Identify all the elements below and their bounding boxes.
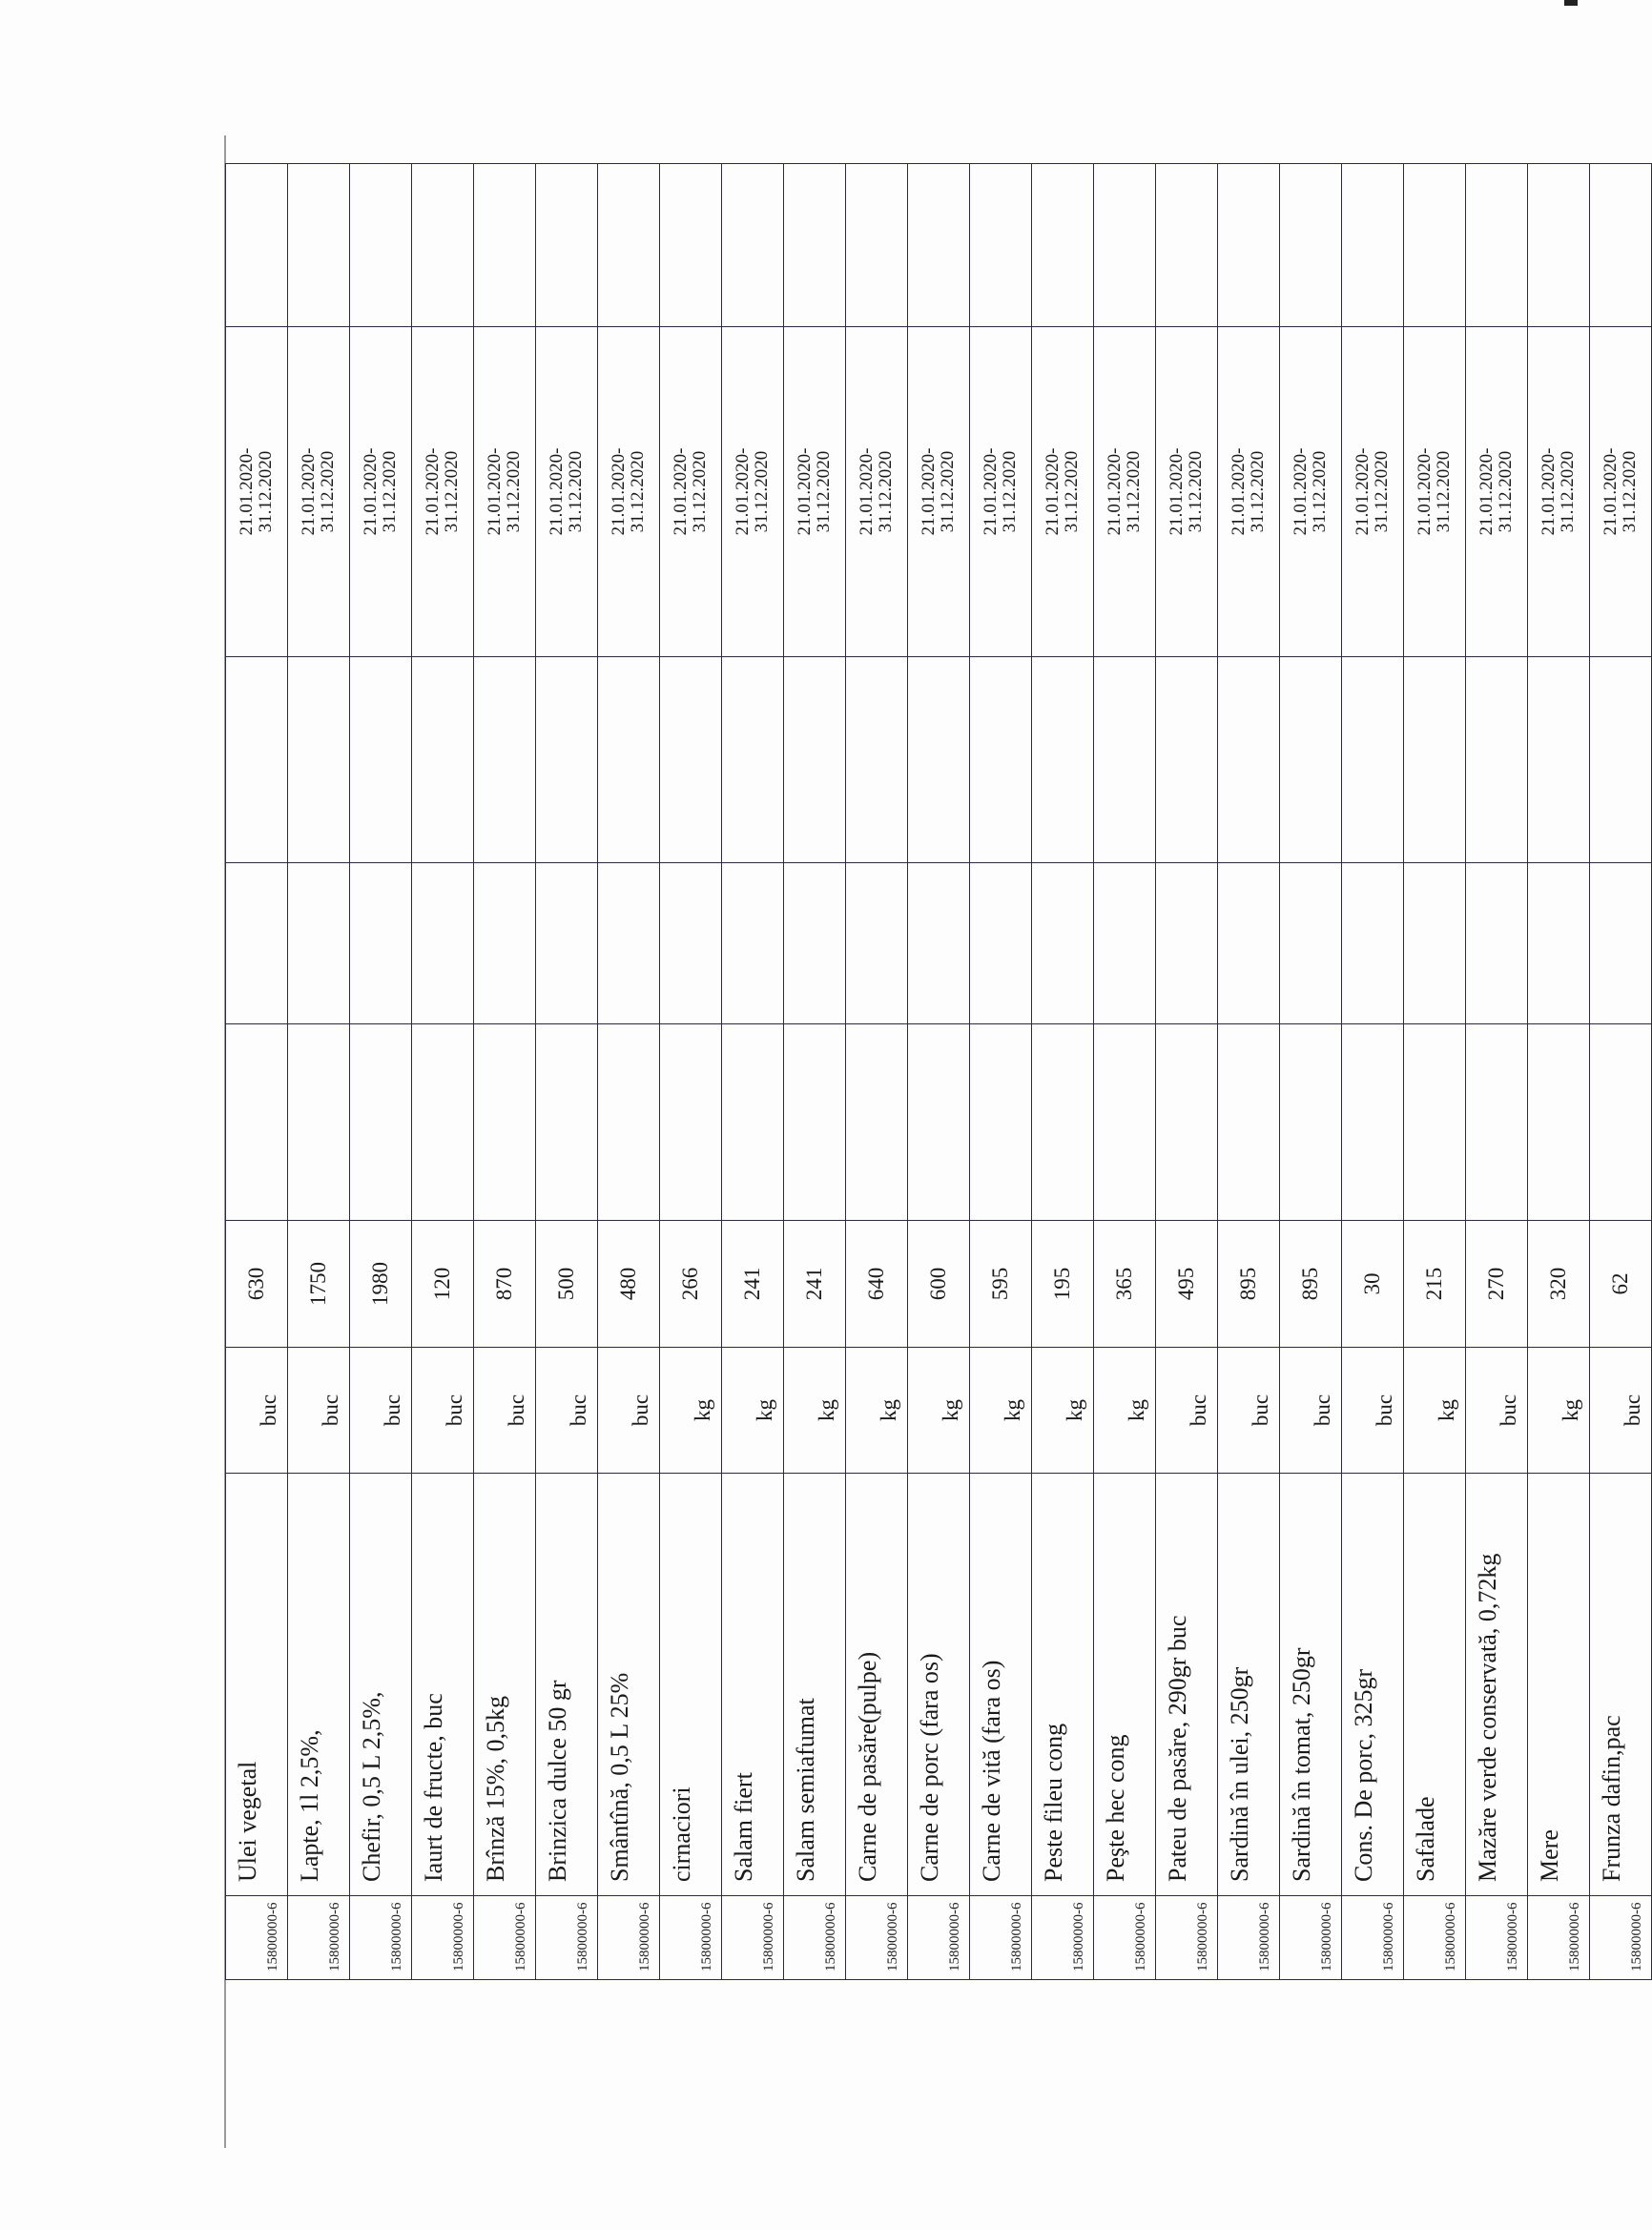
empty-cell (288, 164, 350, 327)
quantity-cell: 640 (846, 1221, 908, 1348)
period-end: 31.12.2020 (256, 450, 276, 533)
product-name-cell: Cons. De porc, 325gr (1342, 1474, 1404, 1896)
unit-cell: buc (350, 1348, 412, 1474)
unit-cell: kg (1404, 1348, 1466, 1474)
empty-cell (846, 1024, 908, 1221)
empty-cell (970, 657, 1032, 863)
unit-cell: kg (908, 1348, 970, 1474)
empty-cell (1466, 1024, 1528, 1221)
unit-cell: buc (1156, 1348, 1218, 1474)
product-name-cell: Chefir, 0,5 L 2,5%, (350, 1474, 412, 1896)
table-row (1590, 164, 1652, 1980)
product-name-cell: Carne de pasăre(pulpe) (846, 1474, 908, 1896)
cpv-code-cell: 15800000-6 (226, 1896, 288, 1980)
empty-cell (226, 164, 288, 327)
empty-cell (784, 1024, 846, 1221)
empty-cell (722, 657, 784, 863)
period-cell (598, 327, 660, 657)
empty-cell (1528, 1024, 1590, 1221)
empty-cell (1032, 1024, 1094, 1221)
empty-cell (908, 657, 970, 863)
cpv-code-cell: 15800000-6 (722, 1896, 784, 1980)
product-name-cell: Brînză 15%, 0,5kg (474, 1474, 536, 1896)
unit-cell: kg (846, 1348, 908, 1474)
period-start: 21.01.2020- (1043, 447, 1063, 536)
product-name-cell: Iaurt de fructe, buc (412, 1474, 474, 1896)
period-cell (1032, 327, 1094, 657)
empty-cell (660, 863, 722, 1024)
unit-cell: buc (412, 1348, 474, 1474)
table-row (970, 164, 1032, 1980)
empty-cell (1156, 164, 1218, 327)
empty-cell (660, 657, 722, 863)
unit-cell: buc (288, 1348, 350, 1474)
period-cell (1404, 327, 1466, 657)
empty-cell (1156, 863, 1218, 1024)
empty-cell (1280, 164, 1342, 327)
quantity-cell: 630 (226, 1221, 288, 1348)
product-name-cell: Brinzica dulce 50 gr (536, 1474, 598, 1896)
unit-cell: kg (1032, 1348, 1094, 1474)
empty-cell (350, 657, 412, 863)
empty-cell (1590, 1024, 1652, 1221)
quantity-cell: 120 (412, 1221, 474, 1348)
cpv-code-cell: 15800000-6 (474, 1896, 536, 1980)
empty-cell (1466, 657, 1528, 863)
cpv-code-cell: 15800000-6 (1280, 1896, 1342, 1980)
product-name-cell: Mere (1528, 1474, 1590, 1896)
empty-cell (412, 863, 474, 1024)
empty-cell (226, 657, 288, 863)
empty-cell (908, 1024, 970, 1221)
empty-cell (226, 1024, 288, 1221)
period-end: 31.12.2020 (1496, 450, 1516, 533)
quantity-cell: 600 (908, 1221, 970, 1348)
product-name-cell: Carne de porc (fara os) (908, 1474, 970, 1896)
table-row (226, 164, 288, 1980)
unit-cell: buc (1280, 1348, 1342, 1474)
rotated-table-container (225, 164, 1644, 1980)
table-row (1404, 164, 1466, 1980)
empty-cell (1590, 863, 1652, 1024)
empty-cell (1218, 657, 1280, 863)
period-end: 31.12.2020 (1434, 450, 1454, 533)
unit-cell: buc (1466, 1348, 1528, 1474)
product-name-cell: Sardină în tomat, 250gr (1280, 1474, 1342, 1896)
product-name-cell: Peşte hec cong (1094, 1474, 1156, 1896)
empty-cell (908, 863, 970, 1024)
cpv-code-cell: 15800000-6 (536, 1896, 598, 1980)
table-row (660, 164, 722, 1980)
product-name-cell: Ulei vegetal (226, 1474, 288, 1896)
period-cell (536, 327, 598, 657)
empty-cell (1528, 863, 1590, 1024)
quantity-cell: 500 (536, 1221, 598, 1348)
period-end: 31.12.2020 (442, 450, 462, 533)
period-end: 31.12.2020 (1062, 450, 1082, 533)
empty-cell (598, 164, 660, 327)
period-start: 21.01.2020- (609, 447, 629, 536)
period-start: 21.01.2020- (1353, 447, 1373, 536)
period-end: 31.12.2020 (1310, 450, 1330, 533)
empty-cell (970, 863, 1032, 1024)
table-row (1528, 164, 1590, 1980)
period-cell (660, 327, 722, 657)
period-start: 21.01.2020- (423, 447, 443, 536)
cpv-code-cell: 15800000-6 (1404, 1896, 1466, 1980)
unit-cell: kg (1528, 1348, 1590, 1474)
empty-cell (1218, 863, 1280, 1024)
empty-cell (970, 1024, 1032, 1221)
period-cell (970, 327, 1032, 657)
cpv-code-cell: 15800000-6 (1590, 1896, 1652, 1980)
period-cell (474, 327, 536, 657)
empty-cell (536, 863, 598, 1024)
quantity-cell: 215 (1404, 1221, 1466, 1348)
empty-cell (412, 657, 474, 863)
period-cell (412, 327, 474, 657)
empty-cell (536, 164, 598, 327)
period-start: 21.01.2020- (733, 447, 753, 536)
empty-cell (722, 863, 784, 1024)
period-start: 21.01.2020- (1538, 447, 1559, 536)
product-name-cell: Peste fileu cong (1032, 1474, 1094, 1896)
empty-cell (1280, 1024, 1342, 1221)
period-cell (1342, 327, 1404, 657)
empty-cell (722, 1024, 784, 1221)
empty-cell (1342, 657, 1404, 863)
cpv-code-cell: 15800000-6 (598, 1896, 660, 1980)
table-row (474, 164, 536, 1980)
product-name-cell: cirnaciori (660, 1474, 722, 1896)
empty-cell (1094, 657, 1156, 863)
empty-cell (1094, 164, 1156, 327)
quantity-cell: 195 (1032, 1221, 1094, 1348)
empty-cell (1156, 1024, 1218, 1221)
period-end: 31.12.2020 (814, 450, 834, 533)
cpv-code-cell: 15800000-6 (970, 1896, 1032, 1980)
empty-cell (908, 164, 970, 327)
cpv-code-cell: 15800000-6 (1094, 1896, 1156, 1980)
period-start: 21.01.2020- (299, 447, 319, 536)
unit-cell: buc (536, 1348, 598, 1474)
table-row (412, 164, 474, 1980)
table-row (598, 164, 660, 1980)
period-cell (1094, 327, 1156, 657)
period-cell (226, 327, 288, 657)
period-start: 21.01.2020- (919, 447, 939, 536)
quantity-cell: 495 (1156, 1221, 1218, 1348)
cpv-code-cell: 15800000-6 (846, 1896, 908, 1980)
empty-cell (288, 1024, 350, 1221)
period-start: 21.01.2020- (1291, 447, 1311, 536)
period-end: 31.12.2020 (380, 450, 400, 533)
period-cell (1590, 327, 1652, 657)
table-row (784, 164, 846, 1980)
unit-cell: buc (226, 1348, 288, 1474)
period-start: 21.01.2020- (857, 447, 877, 536)
period-start: 21.01.2020- (361, 447, 381, 536)
empty-cell (598, 863, 660, 1024)
period-end: 31.12.2020 (1186, 450, 1206, 533)
table-row (1280, 164, 1342, 1980)
cpv-code-cell: 15800000-6 (1528, 1896, 1590, 1980)
table-row (722, 164, 784, 1980)
empty-cell (1218, 164, 1280, 327)
empty-cell (412, 164, 474, 327)
product-name-cell: Lapte, 1l 2,5%, (288, 1474, 350, 1896)
empty-cell (598, 1024, 660, 1221)
quantity-cell: 30 (1342, 1221, 1404, 1348)
product-name-cell: Mazăre verde conservată, 0,72kg (1466, 1474, 1528, 1896)
empty-cell (1032, 164, 1094, 327)
empty-cell (474, 164, 536, 327)
period-end: 31.12.2020 (1000, 450, 1020, 533)
table-row (1094, 164, 1156, 1980)
table-row (1342, 164, 1404, 1980)
quantity-cell: 895 (1218, 1221, 1280, 1348)
cpv-code-cell: 15800000-6 (1218, 1896, 1280, 1980)
period-end: 31.12.2020 (628, 450, 648, 533)
empty-cell (1094, 1024, 1156, 1221)
product-name-cell: Pateu de pasăre, 290gr buc (1156, 1474, 1218, 1896)
empty-cell (474, 863, 536, 1024)
product-name-cell: Salam fiert (722, 1474, 784, 1896)
period-end: 31.12.2020 (876, 450, 896, 533)
table-row (1032, 164, 1094, 1980)
cpv-code-cell: 15800000-6 (1032, 1896, 1094, 1980)
unit-cell: kg (722, 1348, 784, 1474)
period-cell (1156, 327, 1218, 657)
period-start: 21.01.2020- (1105, 447, 1125, 536)
empty-cell (1156, 657, 1218, 863)
empty-cell (784, 164, 846, 327)
empty-cell (1032, 863, 1094, 1024)
quantity-cell: 266 (660, 1221, 722, 1348)
quantity-cell: 895 (1280, 1221, 1342, 1348)
period-end: 31.12.2020 (566, 450, 586, 533)
period-end: 31.12.2020 (1124, 450, 1144, 533)
product-name-cell: Salam semiafumat (784, 1474, 846, 1896)
empty-cell (1590, 164, 1652, 327)
period-end: 31.12.2020 (938, 450, 958, 533)
table-row (1466, 164, 1528, 1980)
unit-cell: kg (970, 1348, 1032, 1474)
unit-cell: buc (1342, 1348, 1404, 1474)
period-cell (846, 327, 908, 657)
cpv-code-cell: 15800000-6 (908, 1896, 970, 1980)
period-start: 21.01.2020- (485, 447, 505, 536)
table-row (1156, 164, 1218, 1980)
empty-cell (1280, 657, 1342, 863)
cpv-code-cell: 15800000-6 (1466, 1896, 1528, 1980)
empty-cell (1466, 164, 1528, 327)
empty-cell (288, 863, 350, 1024)
empty-cell (1342, 1024, 1404, 1221)
period-cell (288, 327, 350, 657)
period-end: 31.12.2020 (1620, 450, 1640, 533)
cpv-code-cell: 15800000-6 (1342, 1896, 1404, 1980)
unit-cell: buc (1218, 1348, 1280, 1474)
empty-cell (660, 1024, 722, 1221)
product-name-cell: Sardină în ulei, 250gr (1218, 1474, 1280, 1896)
quantity-cell: 320 (1528, 1221, 1590, 1348)
empty-cell (474, 1024, 536, 1221)
product-name-cell: Safalade (1404, 1474, 1466, 1896)
period-end: 31.12.2020 (1372, 450, 1392, 533)
scan-artifact (1564, 0, 1578, 6)
period-cell (1466, 327, 1528, 657)
cpv-code-cell: 15800000-6 (412, 1896, 474, 1980)
empty-cell (1528, 657, 1590, 863)
cpv-code-cell: 15800000-6 (784, 1896, 846, 1980)
empty-cell (350, 164, 412, 327)
period-cell (722, 327, 784, 657)
empty-cell (226, 863, 288, 1024)
period-cell (1280, 327, 1342, 657)
empty-cell (598, 657, 660, 863)
period-end: 31.12.2020 (1248, 450, 1268, 533)
period-end: 31.12.2020 (504, 450, 524, 533)
quantity-cell: 870 (474, 1221, 536, 1348)
table-row (846, 164, 908, 1980)
unit-cell: kg (660, 1348, 722, 1474)
empty-cell (846, 863, 908, 1024)
period-start: 21.01.2020- (671, 447, 691, 536)
quantity-cell: 595 (970, 1221, 1032, 1348)
empty-cell (1590, 657, 1652, 863)
table-row (350, 164, 412, 1980)
empty-cell (1404, 657, 1466, 863)
empty-cell (846, 164, 908, 327)
cpv-code-cell: 15800000-6 (350, 1896, 412, 1980)
empty-cell (660, 164, 722, 327)
period-start: 21.01.2020- (237, 447, 257, 536)
period-start: 21.01.2020- (1476, 447, 1497, 536)
quantity-cell: 365 (1094, 1221, 1156, 1348)
product-name-cell: Frunza dafin,pac (1590, 1474, 1652, 1896)
empty-cell (784, 657, 846, 863)
empty-cell (1466, 863, 1528, 1024)
empty-cell (350, 1024, 412, 1221)
empty-cell (722, 164, 784, 327)
table-row (288, 164, 350, 1980)
period-cell (350, 327, 412, 657)
period-cell (784, 327, 846, 657)
quantity-cell: 241 (784, 1221, 846, 1348)
empty-cell (350, 863, 412, 1024)
period-start: 21.01.2020- (795, 447, 815, 536)
table-row (908, 164, 970, 1980)
empty-cell (1218, 1024, 1280, 1221)
cpv-code-cell: 15800000-6 (288, 1896, 350, 1980)
period-cell (1528, 327, 1590, 657)
empty-cell (1032, 657, 1094, 863)
unit-cell: buc (474, 1348, 536, 1474)
quantity-cell: 1980 (350, 1221, 412, 1348)
quantity-cell: 1750 (288, 1221, 350, 1348)
empty-cell (288, 657, 350, 863)
products-table (225, 163, 1652, 1980)
table-row (1218, 164, 1280, 1980)
empty-cell (1404, 164, 1466, 327)
empty-cell (474, 657, 536, 863)
period-end: 31.12.2020 (318, 450, 338, 533)
product-name-cell: Carne de vită (fara os) (970, 1474, 1032, 1896)
cpv-code-cell: 15800000-6 (1156, 1896, 1218, 1980)
quantity-cell: 270 (1466, 1221, 1528, 1348)
period-start: 21.01.2020- (1415, 447, 1435, 536)
empty-cell (1404, 1024, 1466, 1221)
empty-cell (846, 657, 908, 863)
quantity-cell: 62 (1590, 1221, 1652, 1348)
period-end: 31.12.2020 (1558, 450, 1578, 533)
unit-cell: kg (784, 1348, 846, 1474)
empty-cell (1404, 863, 1466, 1024)
period-cell (1218, 327, 1280, 657)
unit-cell: kg (1094, 1348, 1156, 1474)
period-cell (908, 327, 970, 657)
empty-cell (784, 863, 846, 1024)
empty-cell (1094, 863, 1156, 1024)
empty-cell (970, 164, 1032, 327)
empty-cell (1342, 164, 1404, 327)
unit-cell: buc (1590, 1348, 1652, 1474)
period-start: 21.01.2020- (1229, 447, 1249, 536)
empty-cell (536, 657, 598, 863)
period-end: 31.12.2020 (690, 450, 710, 533)
table-row (536, 164, 598, 1980)
cpv-code-cell: 15800000-6 (660, 1896, 722, 1980)
quantity-cell: 480 (598, 1221, 660, 1348)
empty-cell (1528, 164, 1590, 327)
product-name-cell: Smântînă, 0,5 L 25% (598, 1474, 660, 1896)
empty-cell (1280, 863, 1342, 1024)
empty-cell (536, 1024, 598, 1221)
period-start: 21.01.2020- (1600, 447, 1621, 536)
unit-cell: buc (598, 1348, 660, 1474)
empty-cell (412, 1024, 474, 1221)
period-start: 21.01.2020- (1167, 447, 1187, 536)
period-start: 21.01.2020- (981, 447, 1001, 536)
empty-cell (1342, 863, 1404, 1024)
period-end: 31.12.2020 (752, 450, 772, 533)
period-start: 21.01.2020- (547, 447, 567, 536)
quantity-cell: 241 (722, 1221, 784, 1348)
